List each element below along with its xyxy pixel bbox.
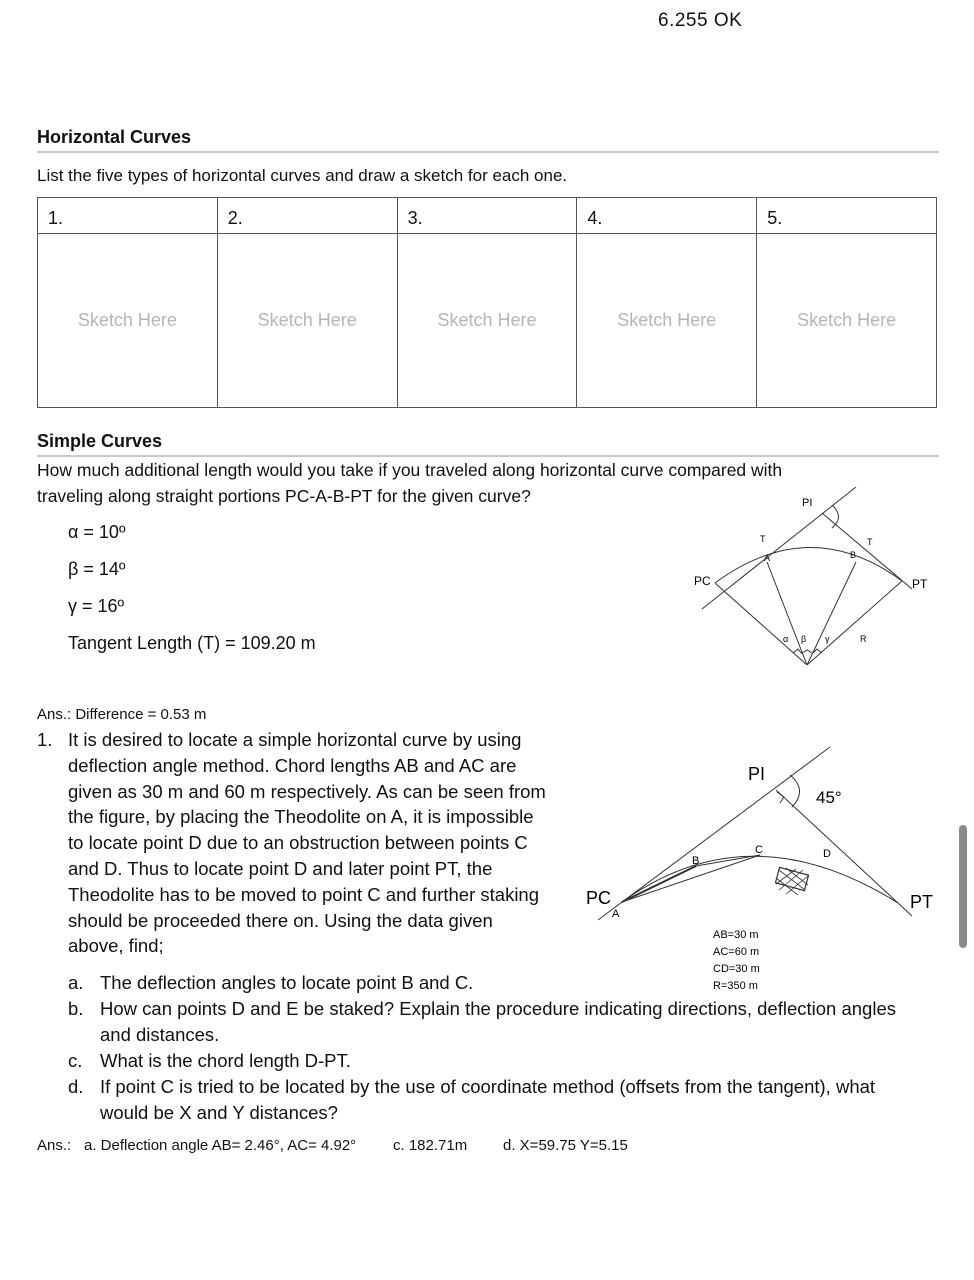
- sketch-column-header: 3.: [397, 198, 577, 234]
- label-c: C: [755, 844, 763, 856]
- sketch-cell[interactable]: Sketch Here: [577, 234, 757, 408]
- subquestion-text: would be X and Y distances?: [100, 1101, 338, 1123]
- deflection-angle-diagram: [580, 740, 950, 995]
- problem-1: [37, 727, 577, 959]
- problem-line: and D. Thus to locate point D and later point PT, the: [68, 857, 493, 879]
- problem-line: above, find;: [68, 935, 164, 957]
- given-gamma: γ = 16º: [68, 596, 125, 616]
- label-r: R: [860, 634, 867, 644]
- problem-line: the figure, by placing the Theodolite on A, it is impossible: [68, 806, 534, 828]
- label-pt: PT: [912, 577, 928, 591]
- label-pi: PI: [802, 497, 813, 509]
- answer-c: c. 182.71m: [393, 1137, 468, 1154]
- data-ab: AB=30 m: [713, 929, 759, 941]
- subquestion-a: [68, 970, 948, 996]
- label-b: B: [850, 550, 857, 560]
- given-beta: β = 14º: [68, 559, 126, 579]
- data-cd: CD=30 m: [713, 963, 760, 975]
- answer-difference: Ans.: Difference = 0.53 m: [37, 706, 207, 723]
- problem-line: It is desired to locate a simple horizontal curve by using: [68, 729, 522, 750]
- sketch-column-header: 1.: [38, 198, 218, 234]
- sketch-column-header: 2.: [217, 198, 397, 234]
- label-a: A: [764, 553, 771, 563]
- label-alpha: α: [783, 634, 789, 644]
- problem-line: given as 30 m and 60 m respectively. As can be seen from: [68, 780, 546, 802]
- sketch-table: [37, 197, 937, 408]
- label-angle-45: 45°: [816, 788, 842, 807]
- sketch-cell[interactable]: Sketch Here: [397, 234, 577, 408]
- problem-line: Theodolite has to be moved to point C and further staking: [68, 883, 540, 905]
- subquestion-label: b.: [68, 998, 84, 1019]
- label-d: D: [823, 848, 831, 860]
- subquestion-label: c.: [68, 1050, 83, 1071]
- subquestion-text: How can points D and E be staked? Explain the procedure indicating directions, deflection angles: [100, 998, 896, 1019]
- subquestion-text: and distances.: [100, 1023, 220, 1045]
- given-tangent-length: Tangent Length (T) = 109.20 m: [68, 633, 316, 653]
- sketch-cell[interactable]: Sketch Here: [757, 234, 937, 408]
- sketch-cell[interactable]: Sketch Here: [217, 234, 397, 408]
- problem-line: to locate point D due to an obstruction between points C: [68, 832, 528, 854]
- label-b: B: [692, 855, 700, 867]
- label-t: T: [867, 537, 873, 547]
- subquestion-label: d.: [68, 1076, 84, 1097]
- subquestion-d: [68, 1074, 948, 1126]
- label-t: T: [760, 534, 766, 544]
- top-note: 6.255 OK: [658, 10, 743, 31]
- question-line: How much additional length would you take if you traveled along horizontal curve compared with: [37, 460, 783, 480]
- given-values: [68, 522, 316, 670]
- label-pc: PC: [586, 888, 612, 908]
- given-alpha: α = 10º: [68, 522, 126, 542]
- label-pi: PI: [748, 764, 766, 784]
- question-line: traveling along straight portions PC-A-B-PT for the given curve?: [37, 486, 531, 506]
- subquestion-c: [68, 1048, 948, 1074]
- subquestion-text: The deflection angles to locate point B and C.: [100, 972, 474, 993]
- simple-curve-diagram: [680, 485, 940, 665]
- data-ac: AC=60 m: [713, 946, 760, 958]
- label-a: A: [612, 908, 620, 920]
- subquestion-label: a.: [68, 972, 84, 993]
- heading-rule: [37, 151, 939, 153]
- problem-line: deflection angle method. Chord lengths AB and AC are: [68, 754, 517, 776]
- subquestion-text: If point C is tried to be located by the use of coordinate method (offsets from the tangent), what: [100, 1076, 876, 1097]
- sketch-column-header: 4.: [577, 198, 757, 234]
- label-pt: PT: [910, 892, 934, 912]
- instruction-text: List the five types of horizontal curves and draw a sketch for each one.: [37, 166, 568, 185]
- subquestion-b: [68, 996, 948, 1048]
- vertical-scrollbar[interactable]: [959, 825, 967, 948]
- problem-number: 1.: [37, 729, 53, 750]
- subquestion-text: What is the chord length D-PT.: [100, 1050, 351, 1071]
- label-gamma: γ: [825, 634, 830, 644]
- section-heading-horizontal-curves: Horizontal Curves: [37, 127, 192, 147]
- problem-line: should be proceeded there on. Using the data given: [68, 909, 493, 931]
- section-heading-simple-curves: Simple Curves: [37, 431, 163, 451]
- answer-d: d. X=59.75 Y=5.15: [503, 1137, 628, 1154]
- label-pc: PC: [694, 574, 711, 588]
- sketch-cell[interactable]: Sketch Here: [38, 234, 218, 408]
- answer-a: a. Deflection angle AB= 2.46°, AC= 4.92°: [84, 1137, 357, 1154]
- data-r: R=350 m: [713, 980, 758, 992]
- answers-prefix: Ans.:: [37, 1137, 72, 1154]
- label-beta: β: [801, 634, 807, 644]
- sketch-column-header: 5.: [757, 198, 937, 234]
